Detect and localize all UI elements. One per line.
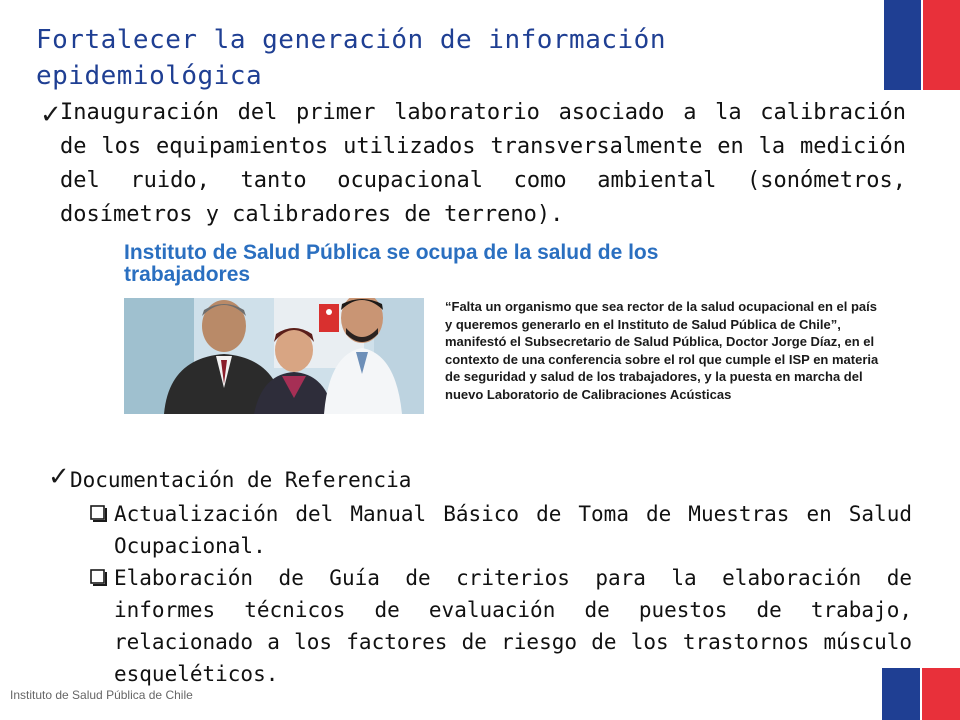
article-headline: Instituto de Salud Pública se ocupa de la salud de los trabajadores <box>124 241 659 286</box>
checkbox-square-icon <box>90 505 107 522</box>
officials-photo <box>124 298 424 414</box>
check-icon: ✓ <box>48 462 70 492</box>
doc-item-text: Actualización del Manual Básico de Toma de Muestras en Salud Ocupacional. <box>114 502 912 558</box>
slide-title: Fortalecer la generación de información epidemiológica <box>36 25 666 91</box>
flag-decoration-top <box>884 0 960 90</box>
news-article-image <box>112 236 879 422</box>
check-icon: ✓ <box>40 100 62 130</box>
bullet-laboratory-text: Inauguración del primer laboratorio asociado a la calibración de los equipamientos utilizados transversalmente en la medición del ruido, tanto ocupacional como ambiental (sonómetros, dosímetros y calibradores de terreno). <box>60 100 906 227</box>
footer-institution: Instituto de Salud Pública de Chile <box>10 688 193 702</box>
flag-decoration-bottom <box>882 668 960 720</box>
article-quote: “Falta un organismo que sea rector de la salud ocupacional en el país y queremos generarlo en el Instituto de Salud Pública de Chile”, manifestó el Subsecretario de Salud Pública, Doctor Jorge Díaz, en el contexto de una conferencia sobre el rol que cumple el ISP en materia de seguridad y salud de los trabajadores, y la puesta en marcha del nuevo Laboratorio de Calibraciones Acústicas <box>445 299 879 402</box>
documentation-heading: Documentación de Referencia <box>70 468 412 492</box>
checkbox-square-icon <box>90 569 107 586</box>
doc-item-text: Elaboración de Guía de criterios para la elaboración de informes técnicos de evaluación de puestos de trabajo, relacionado a los factores de riesgo de los trastornos músculo esqueléticos. <box>114 566 912 686</box>
